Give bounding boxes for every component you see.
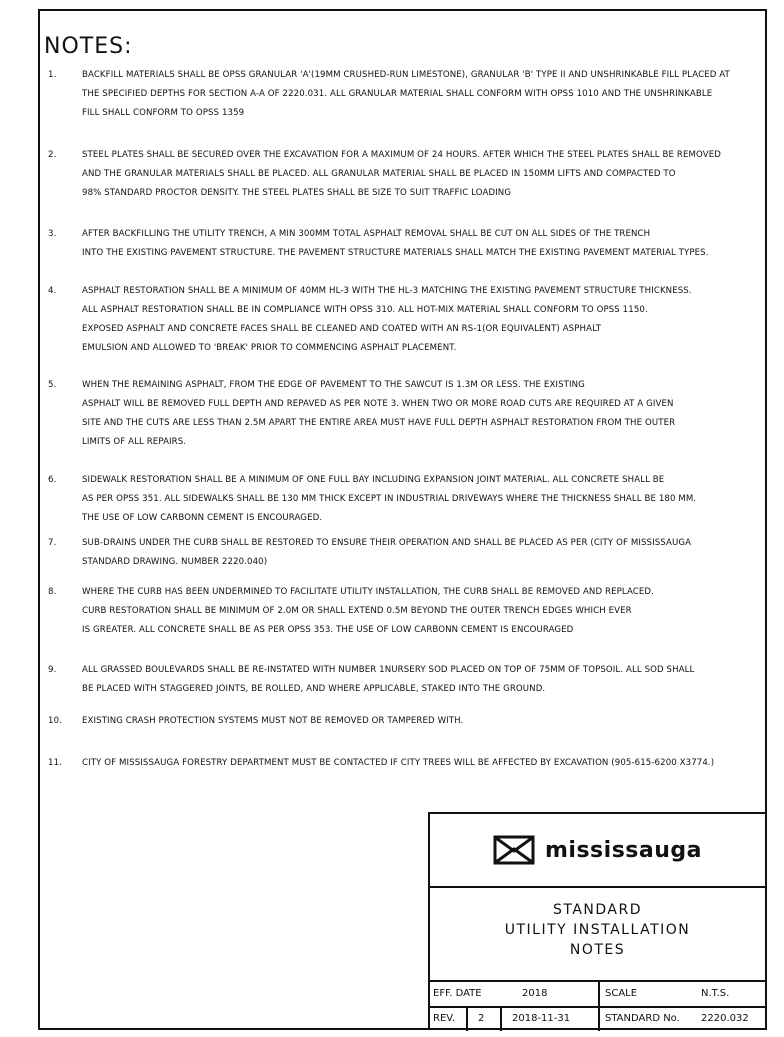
note-line: LIMITS OF ALL REPAIRS. bbox=[82, 437, 187, 447]
note-text bbox=[82, 712, 463, 731]
note-number: 9. bbox=[48, 665, 57, 675]
note-line: WHERE THE CURB HAS BEEN UNDERMINED TO FACILITATE UTILITY INSTALLATION, THE CURB SHALL BE REMOVED AND REPLACED. bbox=[82, 587, 654, 597]
note-text bbox=[82, 282, 692, 358]
notes-heading: NOTES: bbox=[44, 34, 133, 59]
rev-value: 2 bbox=[478, 1013, 485, 1024]
divider bbox=[466, 1007, 468, 1031]
note-line: FILL SHALL CONFORM TO OPSS 1359 bbox=[82, 108, 245, 118]
note-line: STEEL PLATES SHALL BE SECURED OVER THE EXCAVATION FOR A MAXIMUM OF 24 HOURS. AFTER WHICH THE STEEL PLATES SHALL BE REMOVED bbox=[82, 150, 721, 160]
note-text bbox=[82, 225, 709, 263]
eff-date-label: EFF. DATE bbox=[433, 988, 482, 999]
note-line: BACKFILL MATERIALS SHALL BE OPSS GRANULAR 'A'(19MM CRUSHED-RUN LIMESTONE), GRANULAR 'B' TYPE II AND UNSHRINKABLE FILL PLACED AT bbox=[82, 70, 730, 80]
note-text bbox=[82, 661, 694, 699]
note-text bbox=[82, 66, 730, 123]
note-line: AND THE GRANULAR MATERIALS SHALL BE PLACED. ALL GRANULAR MATERIAL SHALL BE PLACED IN 150MM LIFTS AND COMPACTED TO bbox=[82, 169, 676, 179]
note-text bbox=[82, 376, 675, 452]
note-text bbox=[82, 534, 691, 572]
title-block-row-date-scale bbox=[430, 982, 765, 1008]
note-text bbox=[82, 754, 714, 773]
note-number: 7. bbox=[48, 538, 57, 548]
note-line: SUB-DRAINS UNDER THE CURB SHALL BE RESTORED TO ENSURE THEIR OPERATION AND SHALL BE PLACED AS PER (CITY OF MISSISSAUGA bbox=[82, 538, 692, 548]
note-text bbox=[82, 471, 696, 528]
note-number: 1. bbox=[48, 70, 57, 80]
note-line: SIDEWALK RESTORATION SHALL BE A MINIMUM OF ONE FULL BAY INCLUDING EXPANSION JOINT MATERIAL. ALL CONCRETE SHALL BE bbox=[82, 475, 665, 485]
note-number: 11. bbox=[48, 758, 62, 768]
note-line: SITE AND THE CUTS ARE LESS THAN 2.5M APART THE ENTIRE AREA MUST HAVE FULL DEPTH ASPHALT RESTORATION FROM THE OUTER bbox=[82, 418, 676, 428]
note-line: AFTER BACKFILLING THE UTILITY TRENCH, A MIN 300MM TOTAL ASPHALT REMOVAL SHALL BE CUT ON ALL SIDES OF THE TRENCH bbox=[82, 229, 651, 239]
title-block bbox=[428, 812, 767, 1030]
note-number: 6. bbox=[48, 475, 57, 485]
scale-value: N.T.S. bbox=[701, 988, 730, 999]
drawing-title bbox=[430, 886, 765, 982]
eff-date-value: 2018 bbox=[522, 988, 548, 999]
note-line: CURB RESTORATION SHALL BE MINIMUM OF 2.0M OR SHALL EXTEND 0.5M BEYOND THE OUTER TRENCH EDGES WHICH EVER bbox=[82, 606, 632, 616]
divider bbox=[500, 1007, 502, 1031]
note-text bbox=[82, 583, 654, 640]
scale-label: SCALE bbox=[605, 988, 638, 999]
note-line: THE USE OF LOW CARBONN CEMENT IS ENCOURAGED. bbox=[82, 513, 323, 523]
note-line: EXPOSED ASPHALT AND CONCRETE FACES SHALL BE CLEANED AND COATED WITH AN RS-1(OR EQUIVALENT) ASPHALT bbox=[82, 324, 602, 334]
divider bbox=[598, 982, 600, 1006]
divider bbox=[598, 1007, 600, 1031]
note-number: 3. bbox=[48, 229, 57, 239]
note-line: EMULSION AND ALLOWED TO 'BREAK' PRIOR TO COMMENCING ASPHALT PLACEMENT. bbox=[82, 343, 457, 353]
note-number: 10. bbox=[48, 716, 62, 726]
mississauga-logo-icon bbox=[493, 835, 535, 865]
title-line: UTILITY INSTALLATION bbox=[504, 922, 691, 938]
note-line: 98% STANDARD PROCTOR DENSITY. THE STEEL PLATES SHALL BE SIZE TO SUIT TRAFFIC LOADING bbox=[82, 188, 512, 198]
note-line: INTO THE EXISTING PAVEMENT STRUCTURE. THE PAVEMENT STRUCTURE MATERIALS SHALL MATCH THE EXISTING PAVEMENT MATERIAL TYPES. bbox=[82, 248, 709, 258]
note-number: 8. bbox=[48, 587, 57, 597]
standard-no-value: 2220.032 bbox=[701, 1013, 749, 1024]
note-number: 5. bbox=[48, 380, 57, 390]
note-line: ALL GRASSED BOULEVARDS SHALL BE RE-INSTATED WITH NUMBER 1NURSERY SOD PLACED ON TOP OF 75MM OF TOPSOIL. ALL SOD SHALL bbox=[82, 665, 695, 675]
note-line: IS GREATER. ALL CONCRETE SHALL BE AS PER OPSS 353. THE USE OF LOW CARBONN CEMENT IS ENCOURAGED bbox=[82, 625, 574, 635]
note-line: WHEN THE REMAINING ASPHALT, FROM THE EDGE OF PAVEMENT TO THE SAWCUT IS 1.3M OR LESS. THE EXISTING bbox=[82, 380, 585, 390]
note-line: ALL ASPHALT RESTORATION SHALL BE IN COMPLIANCE WITH OPSS 310. ALL HOT-MIX MATERIAL SHALL CONFORM TO OPSS 1150. bbox=[82, 305, 648, 315]
logo-cell bbox=[430, 814, 765, 888]
logo-wordmark: mississauga bbox=[545, 837, 702, 863]
note-line: CITY OF MISSISSAUGA FORESTRY DEPARTMENT MUST BE CONTACTED IF CITY TREES WILL BE AFFECTED BY EXCAVATION (905-615-6200 X3774.) bbox=[82, 758, 715, 768]
note-line: STANDARD DRAWING. NUMBER 2220.040) bbox=[82, 557, 268, 567]
rev-label: REV. bbox=[433, 1013, 455, 1024]
note-line: BE PLACED WITH STAGGERED JOINTS, BE ROLLED, AND WHERE APPLICABLE, STAKED INTO THE GROUND. bbox=[82, 684, 546, 694]
note-text bbox=[82, 146, 721, 203]
title-block-row-rev-standard bbox=[430, 1007, 765, 1031]
note-line: THE SPECIFIED DEPTHS FOR SECTION A-A OF 2220.031. ALL GRANULAR MATERIAL SHALL CONFORM WITH OPSS 1010 AND THE UNSHRINKABLE bbox=[82, 89, 713, 99]
rev-date: 2018-11-31 bbox=[512, 1013, 571, 1024]
note-line: ASPHALT WILL BE REMOVED FULL DEPTH AND REPAVED AS PER NOTE 3. WHEN TWO OR MORE ROAD CUTS ARE REQUIRED AT A GIVEN bbox=[82, 399, 674, 409]
note-line: ASPHALT RESTORATION SHALL BE A MINIMUM OF 40MM HL-3 WITH THE HL-3 MATCHING THE EXISTING PAVEMENT STRUCTURE THICKNESS. bbox=[82, 286, 692, 296]
note-number: 4. bbox=[48, 286, 57, 296]
note-line: EXISTING CRASH PROTECTION SYSTEMS MUST NOT BE REMOVED OR TAMPERED WITH. bbox=[82, 716, 464, 726]
title-line: NOTES bbox=[569, 942, 626, 958]
standard-no-label: STANDARD No. bbox=[605, 1013, 680, 1024]
note-line: AS PER OPSS 351. ALL SIDEWALKS SHALL BE 130 MM THICK EXCEPT IN INDUSTRIAL DRIVEWAYS WHERE THE THICKNESS SHALL BE 180 MM. bbox=[82, 494, 697, 504]
note-number: 2. bbox=[48, 150, 57, 160]
title-line: STANDARD bbox=[552, 902, 643, 918]
